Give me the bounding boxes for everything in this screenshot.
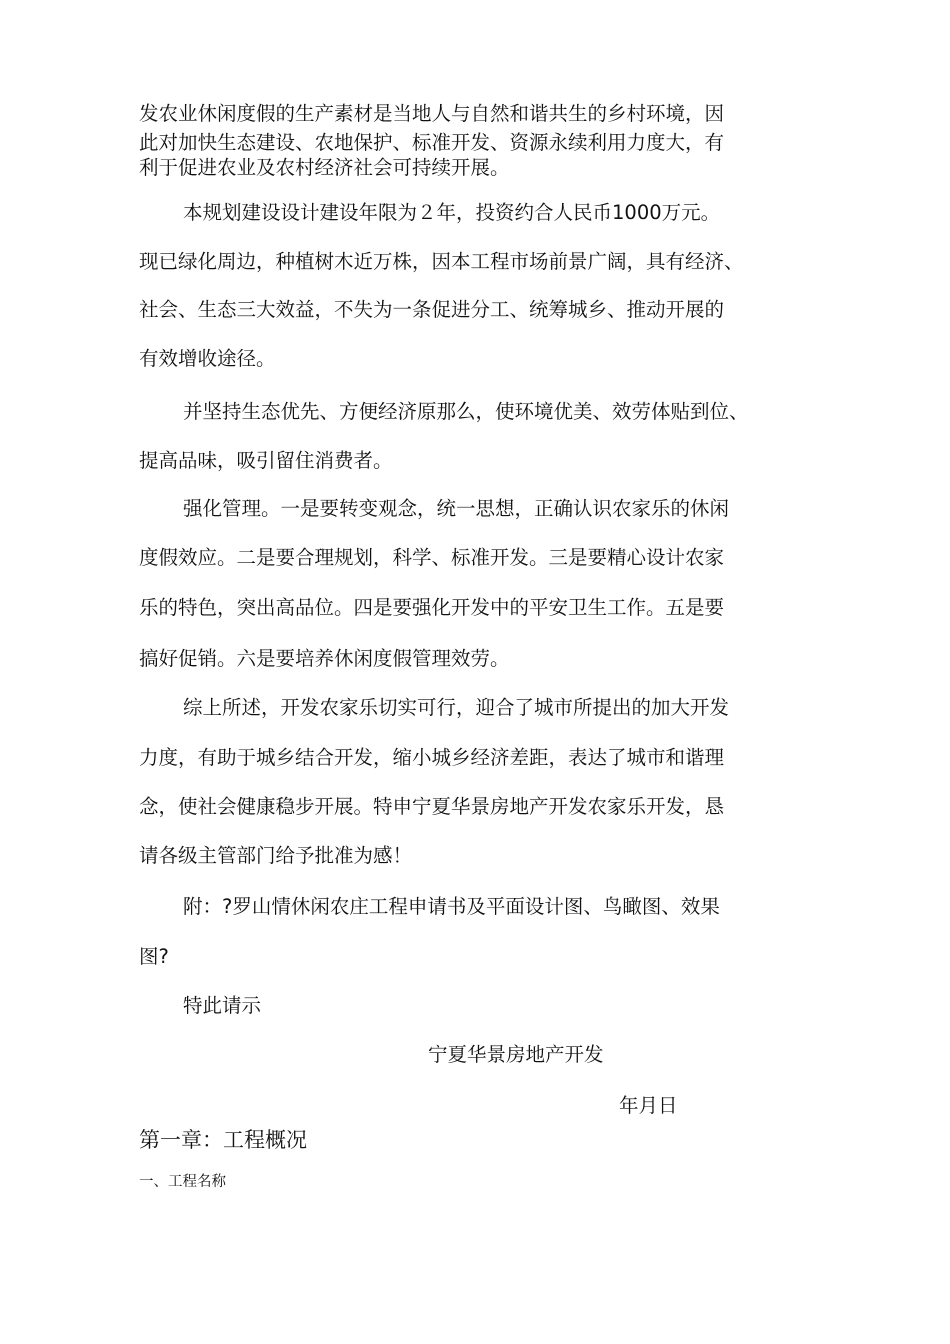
signature-date: 年月日 bbox=[619, 1094, 678, 1117]
chapter-title: 第一章：工程概况 bbox=[139, 1128, 307, 1152]
section-heading: 一、工程名称 bbox=[139, 1174, 226, 1190]
paragraph-invest-line-2: 现已绿化周边，种植树木近万株，因本工程市场前景广阔，具有经济、 bbox=[139, 250, 744, 273]
paragraph-intro-line-2: 此对加快生态建设、农地保护、标准开发、资源永续利用力度大，有 bbox=[139, 131, 725, 154]
paragraph-manage-line-2: 度假效应。二是要合理规划，科学、标准开发。三是要精心设计农家 bbox=[139, 546, 725, 569]
paragraph-manage-line-4: 搞好促销。六是要培养休闲度假管理效劳。 bbox=[139, 647, 510, 670]
paragraph-manage-line-1: 强化管理。一是要转变观念，统一思想，正确认识农家乐的休闲 bbox=[183, 497, 730, 520]
signature-organization: 宁夏华景房地产开发 bbox=[428, 1043, 604, 1066]
paragraph-attach-line-1: 附：?罗山情休闲农庄工程申请书及平面设计图、鸟瞰图、效果 bbox=[183, 895, 720, 918]
paragraph-attach-line-2: 图? bbox=[139, 945, 169, 968]
paragraph-intro-line-1: 发农业休闲度假的生产素材是当地人与自然和谐共生的乡村环境，因 bbox=[139, 102, 725, 125]
paragraph-invest-line-1: 本规划建设设计建设年限为２年，投资约合人民币1000万元。 bbox=[183, 201, 721, 224]
paragraph-principle-line-2: 提高品味，吸引留住消费者。 bbox=[139, 449, 393, 472]
closing-text: 特此请示 bbox=[183, 994, 262, 1017]
paragraph-summary-line-2: 力度，有助于城乡结合开发，缩小城乡经济差距，表达了城市和谐理 bbox=[139, 746, 725, 769]
paragraph-manage-line-3: 乐的特色，突出高品位。四是要强化开发中的平安卫生工作。五是要 bbox=[139, 596, 725, 619]
paragraph-principle-line-1: 并坚持生态优先、方便经济原那么，使环境优美、效劳体贴到位、 bbox=[183, 400, 749, 423]
paragraph-invest-line-4: 有效增收途径。 bbox=[139, 347, 276, 370]
paragraph-summary-line-3: 念，使社会健康稳步开展。特申宁夏华景房地产开发农家乐开发，恳 bbox=[139, 795, 725, 818]
paragraph-summary-line-1: 综上所述，开发农家乐切实可行，迎合了城市所提出的加大开发 bbox=[183, 696, 730, 719]
paragraph-invest-line-3: 社会、生态三大效益，不失为一条促进分工、统筹城乡、推动开展的 bbox=[139, 298, 725, 321]
paragraph-summary-line-4: 请各级主管部门给予批准为感！ bbox=[139, 844, 413, 867]
paragraph-intro-line-3: 利于促进农业及农村经济社会可持续开展。 bbox=[139, 156, 510, 179]
